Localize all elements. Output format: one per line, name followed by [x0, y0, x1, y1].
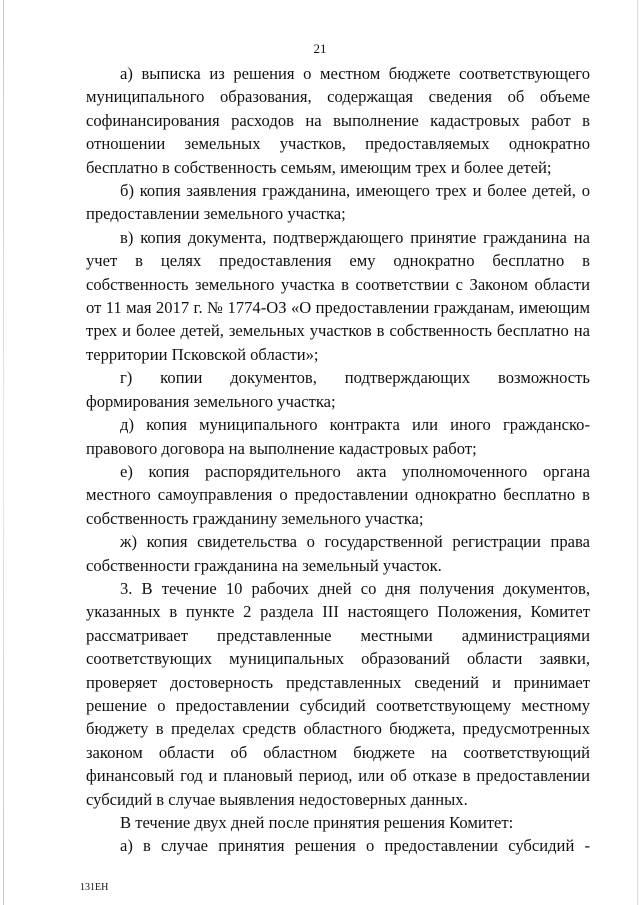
- paragraph-subitem-a: а) в случае принятия решения о предоставлении субсидий -: [120, 836, 590, 856]
- paragraph-item-b: б) копия заявления гражданина, имеющего трех и более детей, о предоставлении земельного участка;: [86, 181, 590, 224]
- paragraph-clause-3: 3. В течение 10 рабочих дней со дня получения документов, указанных в пункте 2 раздела III настоящего Положения, Комитет рассматривает представленные местными администрациями соответствующих муниципальных образований области заявки, проверяет достоверность представленных сведений и принимает решение о предоставлении субсидий соответствующему местному бюджету в пределах средств областного бюджета, предусмотренных законом области об областном бюджете на соответствующий финансовый год и плановый период, или об отказе в предоставлении субсидий в случае выявления недостоверных данных.: [86, 578, 590, 809]
- page-number: 21: [313, 41, 327, 56]
- paragraph-item-v: в) копия документа, подтверждающего принятие гражданина на учет в целях предоставления ему однократно бесплатно в собственность земельного участка в соответствии с Законом области от 11 мая 2017 г. № 1774-ОЗ «О предоставлении гражданам, имеющим трех и более детей, земельных участков в собственность бесплатно на территории Псковской области»;: [86, 227, 590, 364]
- paragraph-item-g: г) копии документов, подтверждающих возможность формирования земельного участка;: [86, 368, 590, 411]
- scan-left-edge: [3, 0, 4, 905]
- paragraph-item-a: а) выписка из решения о местном бюджете соответствующего муниципального образования, содержащая сведения об объеме софинансирования расходов на выполнение кадастровых работ в отношении земельных участков, предоставляемых однократно бесплатно в собственность семьям, имеющим трех и более детей;: [86, 64, 590, 177]
- document-body: [86, 62, 590, 858]
- footer-code: 131ЕН: [80, 882, 109, 893]
- paragraph-item-d: д) копия муниципального контракта или иного гражданско-правового договора на выполнение кадастровых работ;: [86, 415, 590, 458]
- paragraph-committee-intro: В течение двух дней после принятия решения Комитет:: [120, 813, 514, 832]
- paragraph-item-e: е) копия распорядительного акта уполномоченного органа местного самоуправления о предоставлении однократно бесплатно в собственность гражданину земельного участка;: [86, 461, 590, 528]
- paragraph-item-zh: ж) копия свидетельства о государственной регистрации права собственности гражданина на земельный участок.: [86, 532, 590, 575]
- scan-right-edge: [637, 0, 638, 905]
